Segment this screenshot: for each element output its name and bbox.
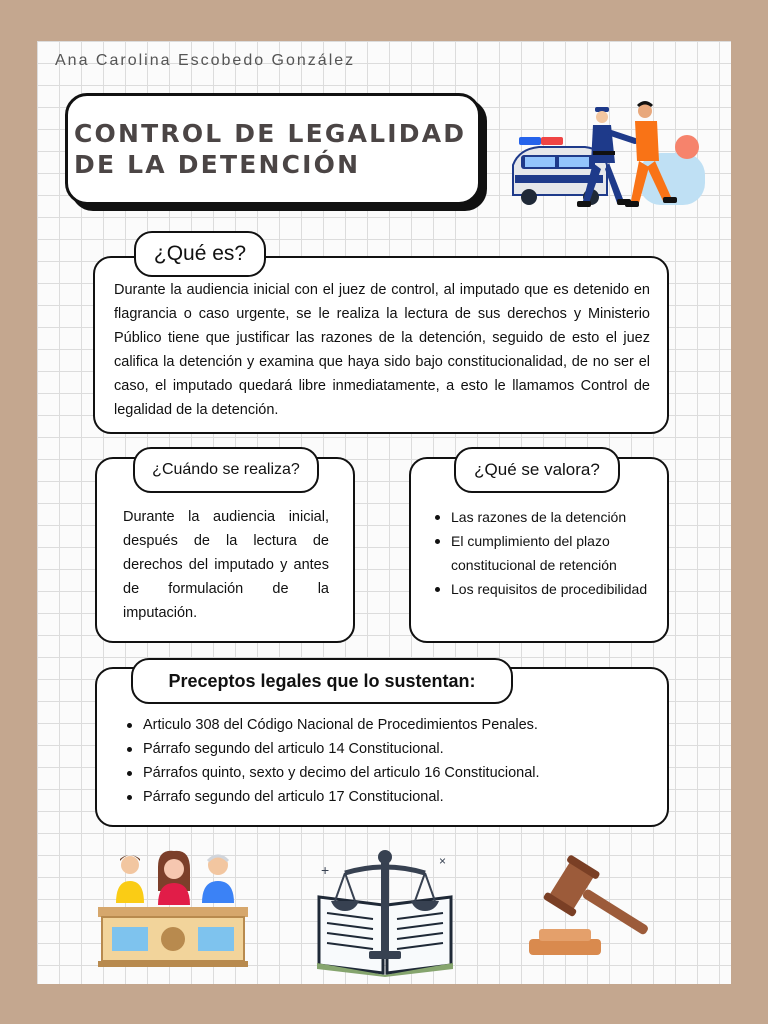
que-es-heading: ¿Qué es? xyxy=(134,231,266,277)
preceptos-list xyxy=(123,713,653,809)
cuando-heading: ¿Cuándo se realiza? xyxy=(133,447,319,493)
svg-text:×: × xyxy=(439,854,447,868)
title-line-1: CONTROL DE LEGALIDAD xyxy=(74,119,467,148)
page-title xyxy=(65,93,481,205)
list-item: El cumplimiento del plazo constitucional de retención xyxy=(431,529,661,577)
title-line-2: DE LA DETENCIÓN xyxy=(74,150,361,179)
que-es-box xyxy=(93,256,669,434)
jury-illustration xyxy=(97,847,249,967)
que-es-body: Durante la audiencia inicial con el juez de control, al imputado que es detenido en flagrancia o caso urgente, se le realiza la lectura de sus derechos y Ministerio Público tiene que justificar las razones de la detención, seguido de esto el juez califica la detención y examina que haya sido bajo constitucionalidad, de no ser el caso, el imputado quedará libre inmediatamente, a esto le llamamos Control de legalidad de la detención. xyxy=(114,282,650,418)
valora-heading: ¿Qué se valora? xyxy=(454,447,620,493)
police-arrest-illustration xyxy=(511,97,711,217)
svg-text:+: + xyxy=(321,862,330,878)
list-item: Párrafo segundo del articulo 17 Constitucional. xyxy=(123,785,653,809)
list-item: Los requisitos de procedibilidad xyxy=(431,577,661,601)
poster-sheet xyxy=(37,41,731,984)
preceptos-heading: Preceptos legales que lo sustentan: xyxy=(131,658,513,704)
cuando-body: Durante la audiencia inicial, después de la lectura de derechos del imputado y antes de formulación de la imputación. xyxy=(123,509,329,621)
valora-list xyxy=(431,505,661,601)
gavel-illustration xyxy=(515,847,665,967)
list-item: Articulo 308 del Código Nacional de Procedimientos Penales. xyxy=(123,713,653,737)
list-item: Las razones de la detención xyxy=(431,505,661,529)
list-item: Párrafo segundo del articulo 14 Constitucional. xyxy=(123,737,653,761)
law-book-scales-illustration xyxy=(315,847,455,977)
list-item: Párrafos quinto, sexto y decimo del articulo 16 Constitucional. xyxy=(123,761,653,785)
author-name: Ana Carolina Escobedo González xyxy=(55,52,356,69)
